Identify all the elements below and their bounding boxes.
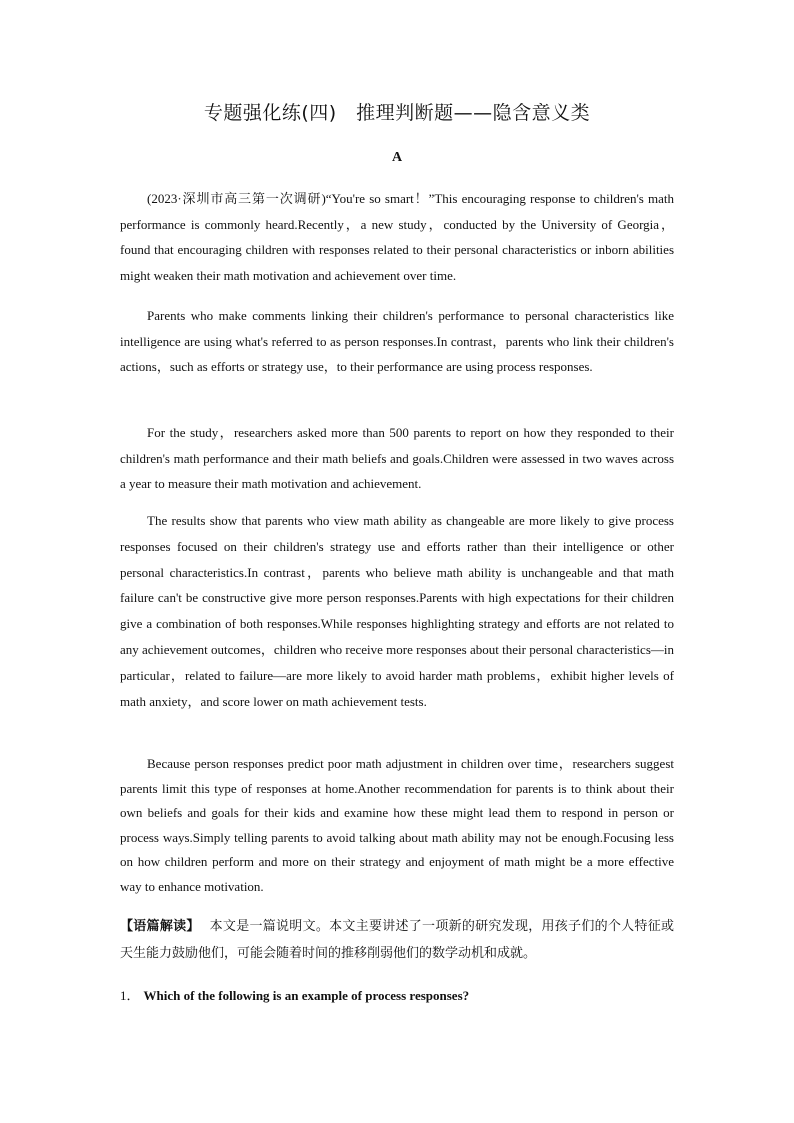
paragraph-4: The results show that parents who view math ability as changeable are more likely to give process responses focused on their children's strategy use and efforts rather than their intelligence or other personal characteristics.In contrast，parents who believe math ability is unchangeable and that math failure can't be constructive give more person responses.Parents with high expectations for their children give a combination of both responses.While responses highlighting strategy and efforts are not related to any achievement outcomes，children who receive more responses about their personal characteristics—in particular，related to failure—are more likely to avoid harder math problems，exhibit higher levels of math anxiety，and score lower on math achievement tests.: [120, 513, 674, 709]
question-number: 1．: [120, 988, 140, 1003]
question-text: Which of the following is an example of process responses?: [143, 988, 470, 1003]
page-title: 专题强化练(四) 推理判断题——隐含意义类: [203, 102, 591, 124]
paragraph-3: For the study，researchers asked more than 500 parents to report on how they responded to their children's math performance and their math beliefs and goals.Children were assessed in two waves across a year to measure their math motivation and achievement.: [120, 425, 674, 491]
paragraph-5: Because person responses predict poor math adjustment in children over time，researchers suggest parents limit this type of responses at home.Another recommendation for parents is to think about their own beliefs and goals for their kids and examine how these might lead them to respond in person or process ways.Simply telling parents to avoid talking about math ability may not be enough.Focusing less on how children perform and more on their strategy and enjoyment of math might be a more effective way to enhance motivation.: [120, 756, 674, 894]
reading-note-tag: 【语篇解读】: [120, 919, 200, 934]
paragraph-2: Parents who make comments linking their children's performance to personal characteristics like intelligence are using what's referred to as person responses.In contrast，parents who link their children's actions，such as efforts or strategy use，to their performance are using process responses.: [120, 308, 674, 374]
question-1: [120, 984, 674, 1008]
reading-note: [120, 913, 674, 967]
passage-label: A: [391, 150, 403, 165]
paragraph-1: (2023·深圳市高三第一次调研)“You're so smart！”This encouraging response to children's math performance is commonly heard.Recently，a new study，conducted by the University of Georgia，found that encouraging children with responses related to their personal characteristics or inborn abilities might weaken their math motivation and achievement over time.: [120, 191, 674, 283]
reading-note-text: 本文是一篇说明文。本文主要讲述了一项新的研究发现，用孩子们的个人特征或天生能力鼓励他们，可能会随着时间的推移削弱他们的数学动机和成就。: [120, 919, 674, 961]
